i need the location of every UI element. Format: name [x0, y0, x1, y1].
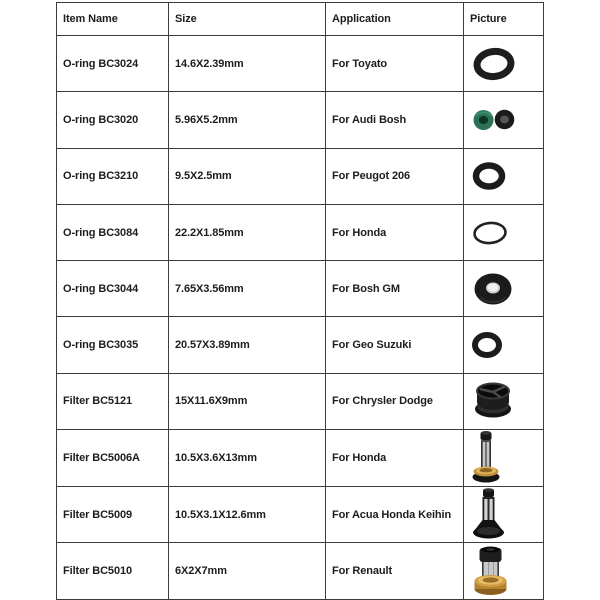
size-cell: 20.57X3.89mm [169, 317, 326, 373]
picture-cell [464, 317, 544, 373]
size-cell: 5.96X5.2mm [169, 92, 326, 148]
item-name-cell: O-ring BC3044 [57, 261, 169, 317]
table-row [57, 543, 544, 599]
table-row [57, 36, 544, 92]
table-row [57, 373, 544, 429]
picture-cell [464, 487, 544, 543]
col-header-application: Application [326, 3, 464, 36]
col-header-picture: Picture [464, 3, 544, 36]
application-cell: For Toyato [326, 36, 464, 92]
black-oring-bc3210-image [470, 160, 508, 192]
table-row [57, 204, 544, 260]
picture-cell [464, 261, 544, 317]
black-oring-bc3035-image [470, 330, 504, 360]
size-cell: 15X11.6X9mm [169, 373, 326, 429]
size-cell: 10.5X3.1X12.6mm [169, 487, 326, 543]
item-name-cell: Filter BC5006A [57, 430, 169, 487]
thin-black-oring-bc3084-image [470, 219, 510, 247]
table-header [57, 3, 544, 36]
black-oring-bc3024-image [470, 45, 518, 83]
black-basket-filter-bc5121-image [470, 379, 516, 423]
black-base-filter-bc5009-image [470, 488, 508, 542]
size-cell: 22.2X1.85mm [169, 204, 326, 260]
picture-cell [464, 92, 544, 148]
gold-base-filter-bc5006a-image [470, 430, 502, 486]
thick-black-oring-bc3044-image [470, 270, 516, 308]
item-name-cell: Filter BC5010 [57, 543, 169, 599]
size-cell: 7.65X3.56mm [169, 261, 326, 317]
size-cell: 6X2X7mm [169, 543, 326, 599]
table-body [57, 36, 544, 600]
item-name-cell: O-ring BC3035 [57, 317, 169, 373]
item-name-cell: O-ring BC3024 [57, 36, 169, 92]
size-cell: 10.5X3.6X13mm [169, 430, 326, 487]
picture-cell [464, 204, 544, 260]
table-row [57, 430, 544, 487]
item-name-cell: O-ring BC3020 [57, 92, 169, 148]
item-name-cell: O-ring BC3210 [57, 148, 169, 204]
table-row [57, 317, 544, 373]
table-row [57, 487, 544, 543]
picture-cell [464, 148, 544, 204]
picture-cell [464, 373, 544, 429]
application-cell: For Peugot 206 [326, 148, 464, 204]
application-cell: For Geo Suzuki [326, 317, 464, 373]
gold-base-filter-bc5010-image [470, 545, 512, 597]
item-name-cell: Filter BC5009 [57, 487, 169, 543]
picture-cell [464, 543, 544, 599]
application-cell: For Renault [326, 543, 464, 599]
table-row [57, 148, 544, 204]
application-cell: For Honda [326, 430, 464, 487]
col-header-size: Size [169, 3, 326, 36]
header-row [57, 3, 544, 36]
item-name-cell: Filter BC5121 [57, 373, 169, 429]
product-spec-table [56, 2, 544, 600]
application-cell: For Chrysler Dodge [326, 373, 464, 429]
application-cell: For Audi Bosh [326, 92, 464, 148]
picture-cell [464, 430, 544, 487]
item-name-cell: O-ring BC3084 [57, 204, 169, 260]
table-row [57, 261, 544, 317]
application-cell: For Honda [326, 204, 464, 260]
application-cell: For Acua Honda Keihin [326, 487, 464, 543]
size-cell: 14.6X2.39mm [169, 36, 326, 92]
size-cell: 9.5X2.5mm [169, 148, 326, 204]
green-black-oring-pair-bc3020-image [470, 107, 520, 133]
col-header-item-name: Item Name [57, 3, 169, 36]
application-cell: For Bosh GM [326, 261, 464, 317]
picture-cell [464, 36, 544, 92]
table-row [57, 92, 544, 148]
